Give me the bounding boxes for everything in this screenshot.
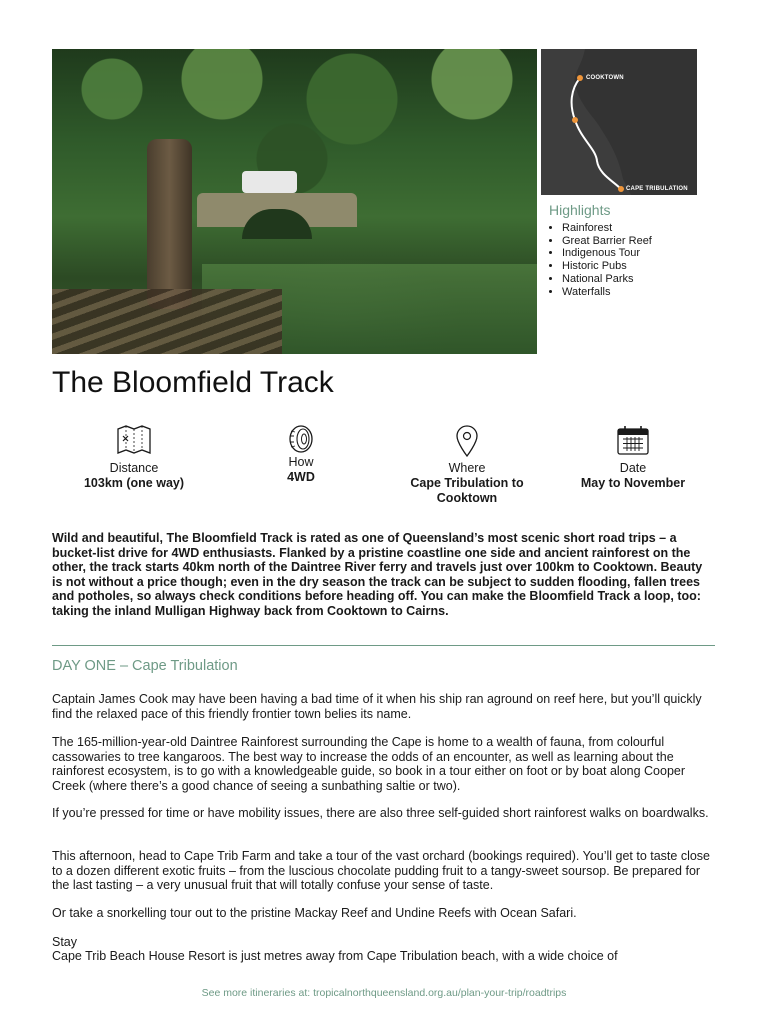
- route-map-graphic: [541, 49, 697, 195]
- footer-link[interactable]: See more itineraries at: tropicalnorthqueensland.org.au/plan-your-trip/roadtrips: [201, 987, 567, 999]
- info-value: 103km (one way): [83, 476, 185, 490]
- info-label: Date: [619, 461, 647, 475]
- info-value: May to November: [580, 476, 686, 490]
- tree-roots: [52, 289, 282, 354]
- info-distance: [54, 424, 214, 491]
- tree-trunk: [147, 139, 192, 309]
- info-label: How: [288, 455, 314, 469]
- stay-label: Stay: [52, 935, 78, 949]
- info-value: 4WD: [287, 470, 315, 484]
- day-one-heading: DAY ONE – Cape Tribulation: [52, 658, 238, 674]
- highlight-item: • Indigenous Tour: [562, 247, 709, 260]
- midpoint-marker: [572, 117, 578, 123]
- info-how: [221, 424, 381, 485]
- info-label: Distance: [109, 461, 159, 475]
- coastline-land: [541, 49, 631, 195]
- day-one-paragraph: If you’re pressed for time or have mobility issues, there are also three self-guided short rainforest walks on boardwalks.: [52, 806, 709, 820]
- day-one-paragraph: Captain James Cook may have been having a bad time of it when his ship ran aground on reef here, but you’ll quickly find the relaxed pace of this friendly frontier town belies its name.: [52, 692, 702, 721]
- intro-paragraph: Wild and beautiful, The Bloomfield Track is rated as one of Queensland’s most scenic short road trips – a bucket-list drive for 4WD enthusiasts. Flanked by a pristine coastline one side and ancient rainforest on the other, the track starts 40km north of the Daintree River ferry and travels just over 100km to Cooktown. Beauty is not without a price though; even in the dry season the track can be subject to sudden flooding, fallen trees and potholes, so always check conditions before heading off. You can make the Bloomfield Track a loop, too: taking the inland Mulligan Highway back from Cooktown to Cairns.: [52, 531, 703, 618]
- map-icon: [116, 424, 152, 456]
- highlight-item: • Waterfalls: [562, 286, 709, 299]
- section-divider: [52, 645, 715, 646]
- day-one-paragraph: Cape Trib Beach House Resort is just metres away from Cape Tribulation beach, with a wide choice of: [52, 949, 618, 963]
- page-title: The Bloomfield Track: [52, 366, 334, 399]
- highlight-item: • Great Barrier Reef: [562, 235, 709, 248]
- map-label-cooktown: COOKTOWN: [586, 75, 624, 81]
- highlight-item: • Rainforest: [562, 222, 709, 235]
- info-value: Cape Tribulation to Cooktown: [410, 476, 524, 505]
- map-label-cape-tribulation: CAPE TRIBULATION: [626, 186, 688, 192]
- route-map: [541, 49, 697, 195]
- tyre-icon: [287, 424, 315, 454]
- highlight-item: • Historic Pubs: [562, 260, 709, 273]
- calendar-icon: [616, 424, 650, 456]
- 4wd-vehicle: [242, 171, 297, 193]
- highlight-item: • National Parks: [562, 273, 709, 286]
- info-date: [553, 424, 713, 491]
- cape-tribulation-marker: [618, 186, 624, 192]
- day-one-paragraph: The 165-million-year-old Daintree Rainforest surrounding the Cape is home to a wealth of fauna, from colourful cassowaries to tree kangaroos. The best way to increase the odds of an encounter, as well as learning about the rainforest ecosystem, is to go with a knowledgeable guide, so book in a tour either on foot or by boat along Cooper Creek (where there’s a good chance of seeing a sunbathing saltie or two).: [52, 735, 686, 793]
- day-one-paragraph: This afternoon, head to Cape Trib Farm and take a tour of the vast orchard (bookings required). You’ll get to taste close to a dozen different exotic fruits – from the luscious chocolate pudding fruit to a tangy-sweet soursop. Be prepared for the last tasting – a very unusual fruit that will totally confuse your sense of taste.: [52, 849, 711, 892]
- highlights-panel: [549, 202, 709, 298]
- info-label: Where: [448, 461, 486, 475]
- location-pin-icon: [455, 424, 479, 458]
- info-where: [387, 424, 547, 506]
- cooktown-marker: [577, 75, 583, 81]
- highlights-list: [549, 222, 709, 298]
- hero-image: [52, 49, 537, 354]
- day-one-paragraph: Or take a snorkelling tour out to the pristine Mackay Reef and Undine Reefs with Ocean Safari.: [52, 906, 577, 920]
- highlights-heading: Highlights: [549, 202, 611, 218]
